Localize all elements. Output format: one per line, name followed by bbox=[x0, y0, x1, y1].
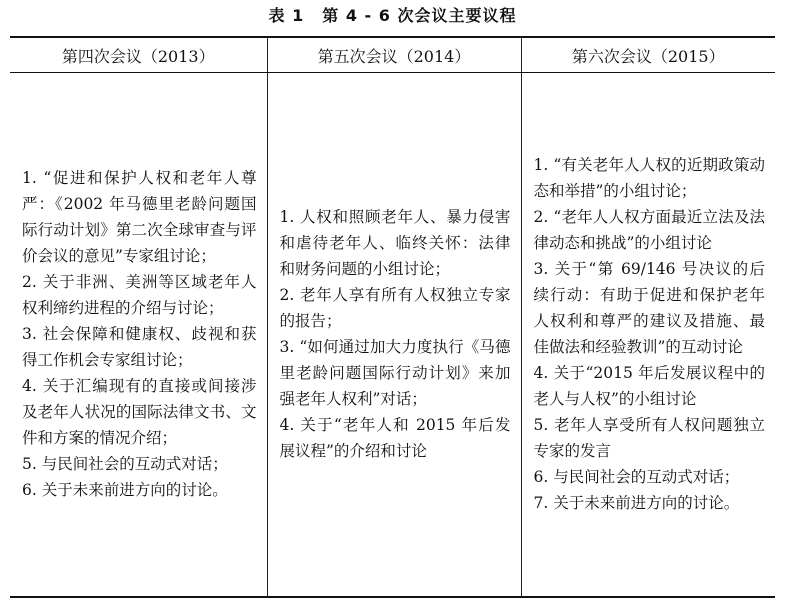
agenda-item: 6. 与民间社会的互动式对话； bbox=[533, 468, 740, 487]
agenda-item: 7. 关于未来前进方向的讨论。 bbox=[533, 494, 740, 513]
session-5-agenda-list bbox=[280, 204, 511, 464]
agenda-item: 1. 人权和照顾老年人、暴力侵害和虐待老年人、临终关怀：法律和财务问题的小组讨论； bbox=[279, 208, 511, 279]
session-6-agenda-list bbox=[534, 152, 766, 516]
column-header-session-5: 第五次会议（2014） bbox=[267, 37, 521, 73]
column-header-session-4: 第四次会议（2013） bbox=[10, 37, 267, 73]
agenda-item: 4. 关于汇编现有的直接或间接涉及老年人状况的国际法律文书、文件和方案的情况介绍； bbox=[22, 377, 257, 448]
agenda-item: 2. “老年人人权方面最近立法及法律动态和挑战”的小组讨论 bbox=[533, 208, 765, 253]
table-caption-title: 第 4 - 6 次会议主要议程 bbox=[322, 6, 517, 25]
agenda-item: 3. 社会保障和健康权、歧视和获得工作机会专家组讨论； bbox=[22, 325, 257, 370]
column-header-session-6: 第六次会议（2015） bbox=[521, 37, 775, 73]
agenda-item: 2. 关于非洲、美洲等区域老年人权利缔约进程的介绍与讨论； bbox=[22, 273, 257, 318]
session-5-agenda-cell bbox=[267, 73, 521, 597]
session-6-agenda-cell bbox=[521, 73, 775, 597]
agenda-item: 2. 老年人享有所有人权独立专家的报告； bbox=[279, 286, 511, 331]
agenda-item: 1. “有关老年人人权的近期政策动态和举措”的小组讨论； bbox=[533, 156, 765, 201]
agenda-table bbox=[10, 36, 775, 598]
agenda-row bbox=[10, 73, 775, 597]
agenda-item: 3. 关于“第 69/146 号决议的后续行动：有助于促进和保护老年人权利和尊严的建议及措施、最佳做法和经验教训”的互动讨论 bbox=[533, 260, 765, 357]
agenda-item: 6. 关于未来前进方向的讨论。 bbox=[22, 481, 228, 500]
agenda-item: 5. 老年人享受所有人权问题独立专家的发言 bbox=[533, 416, 765, 461]
agenda-item: 3. “如何通过加大力度执行《马德里老龄问题国际行动计划》来加强老年人权利”对话； bbox=[279, 338, 511, 409]
agenda-item: 1. “促进和保护人权和老年人尊严：《2002 年马德里老龄问题国际行动计划》第二次全球审查与评价会议的意见”专家组讨论； bbox=[22, 169, 257, 266]
agenda-item: 5. 与民间社会的互动式对话； bbox=[22, 455, 228, 474]
session-4-agenda-cell bbox=[10, 73, 267, 597]
table-caption-label: 表 1 bbox=[268, 6, 305, 25]
table-caption bbox=[0, 4, 785, 28]
agenda-item: 4. 关于“2015 年后发展议程中的老人与人权”的小组讨论 bbox=[533, 364, 765, 409]
session-4-agenda-list bbox=[22, 165, 257, 503]
header-row bbox=[10, 37, 775, 73]
agenda-item: 4. 关于“老年人和 2015 年后发展议程”的介绍和讨论 bbox=[279, 416, 511, 461]
